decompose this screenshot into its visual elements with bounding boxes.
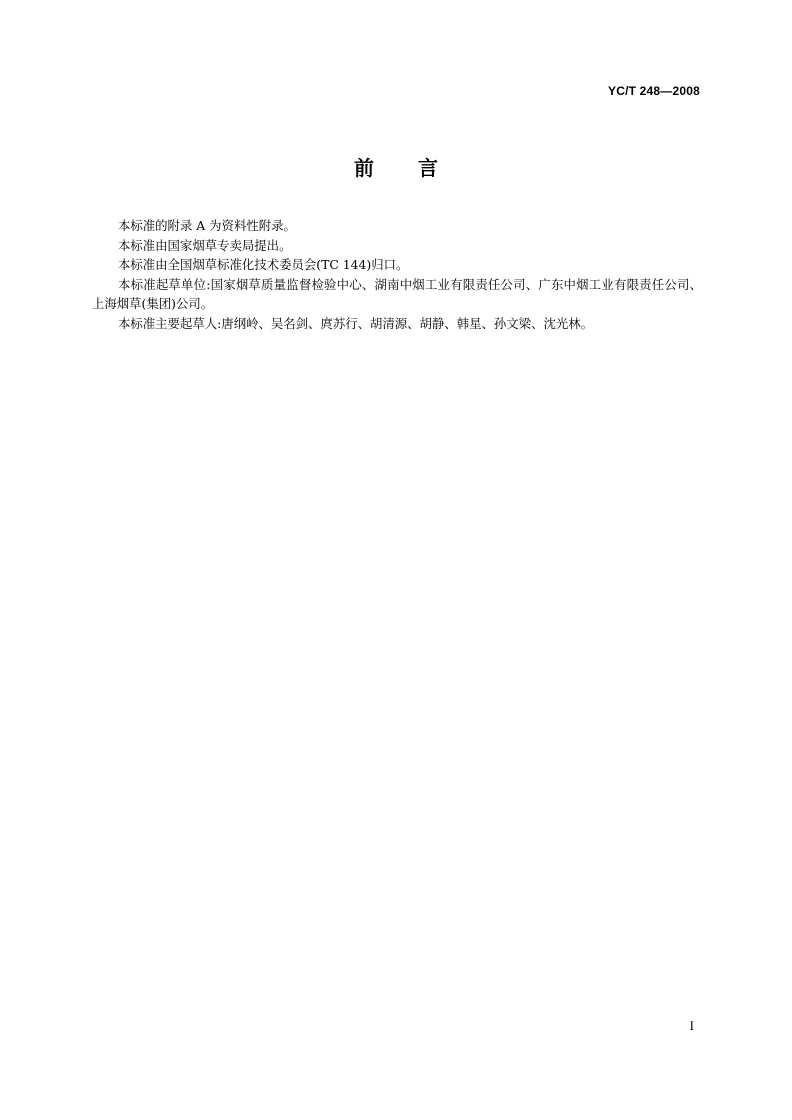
paragraph-appendix: 本标准的附录 A 为资料性附录。 xyxy=(118,218,296,233)
preface-body xyxy=(92,216,702,334)
paragraph-drafting-units: 本标准起草单位:国家烟草质量监督检验中心、湖南中烟工业有限责任公司、广东中烟工业有限责任公司、上海烟草(集团)公司。 xyxy=(92,276,702,312)
paragraph-committee: 本标准由全国烟草标准化技术委员会(TC 144)归口。 xyxy=(118,257,409,273)
paragraph-drafters: 本标准主要起草人:唐纲岭、吴名剑、庹苏行、胡清源、胡静、韩星、孙文梁、沈光林。 xyxy=(118,315,594,331)
title-char-1: 前 xyxy=(354,156,374,180)
page-number: I xyxy=(689,1018,694,1033)
standard-code: YC/T 248—2008 xyxy=(608,84,700,98)
paragraph-proposer: 本标准由国家烟草专卖局提出。 xyxy=(118,237,292,253)
page-title xyxy=(0,152,792,181)
title-char-2: 言 xyxy=(418,156,438,180)
